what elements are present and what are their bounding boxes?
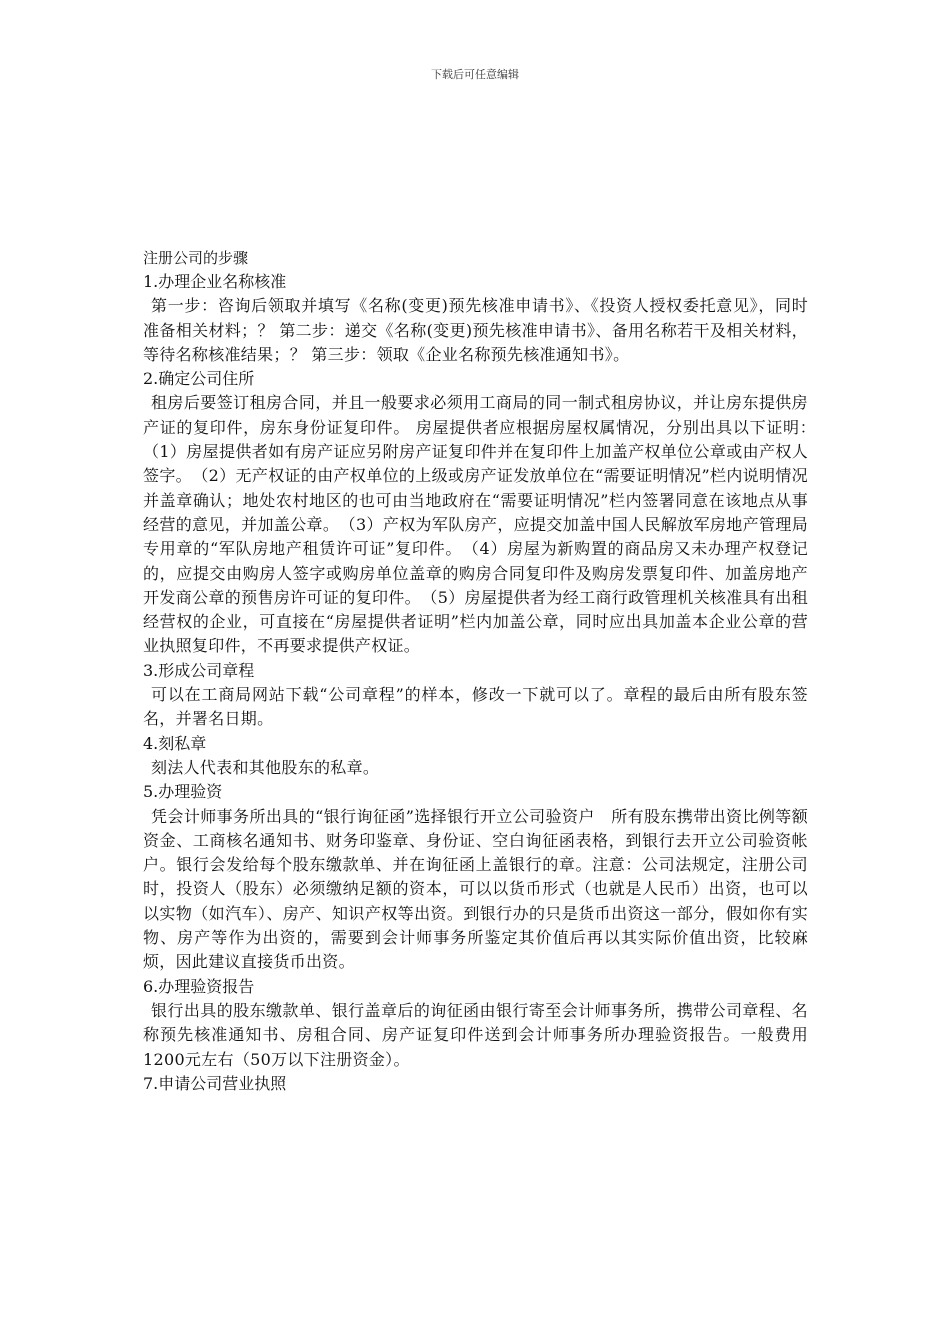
section-paragraph: 凭会计师事务所出具的“银行询征函”选择银行开立公司验资户 所有股东携带出资比例等额资金、工商核名通知书、财务印鉴章、身份证、空白询征函表格，到银行去开立公司验资帐户。银行会发给每个股东缴款单、并在询征函上盖银行的章。注意：公司法规定，注册公司时，投资人（股东）必须缴纳足额的资本，可以以货币形式（也就是人民币）出资，也可以以实物（如汽车）、房产、知识产权等出资。到银行办的只是货币出资这一部分，假如你有实物、房产等作为出资的，需要到会计师事务所鉴定其价值后再以其实际价值出资，比较麻烦，因此建议直接货币出资。 [143, 806, 808, 972]
section-heading: 5.办理验资 [143, 782, 223, 802]
section-heading: 3.形成公司章程 [143, 660, 255, 680]
document-title: 注册公司的步骤 [143, 249, 249, 267]
section-paragraph: 租房后要签订租房合同，并且一般要求必须用工商局的同一制式租房协议，并让房东提供房产证的复印件，房东身份证复印件。 房屋提供者应根据房屋权属情况，分别出具以下证明： （1）房屋提供者如有房产证应另附房产证复印件并在复印件上加盖产权单位公章或由产权人签字。 （2）无产权证的由产权单位的上级或房产证发放单位在“需要证明情况”栏内说明情况并盖章确认；地处农村地区的也可由当地政府在“需要证明情况”栏内签署同意在该地点从事经营的意见，并加盖公章。 （3）产权为军队房产，应提交加盖中国人民解放军房地产管理局专用章的“军队房地产租赁许可证”复印件。 （4）房屋为新购置的商品房又未办理产权登记的，应提交由购房人签字或购房单位盖章的购房合同复印件及购房发票复印件、加盖房地产开发商公章的预售房许可证的复印件。 （5）房屋提供者为经工商行政管理机关核准具有出租经营权的企业，可直接在“房屋提供者证明”栏内加盖公章，同时应出具加盖本企业公章的营业执照复印件，不再要求提供产权证。 [143, 393, 825, 656]
section-paragraph: 第一步：咨询后领取并填写《名称(变更)预先核准申请书》、《投资人授权委托意见》，同时准备相关材料；？ 第二步：递交《名称(变更)预先核准申请书》、备用名称若干及相关材料，等待名称核准结果；？ 第三步：领取《企业名称预先核准通知书》。 [143, 296, 808, 364]
section-paragraph: 可以在工商局网站下载“公司章程”的样本，修改一下就可以了。章程的最后由所有股东签名，并署名日期。 [143, 685, 808, 729]
section-paragraph: 刻法人代表和其他股东的私章。 [151, 757, 380, 777]
document-body [143, 246, 825, 1096]
section-heading: 6.办理验资报告 [143, 976, 255, 996]
section-heading: 2.确定公司住所 [143, 369, 255, 389]
section-heading: 1.办理企业名称核准 [143, 272, 287, 291]
section-heading: 7.申请公司营业执照 [143, 1073, 287, 1093]
section-heading: 4.刻私章 [143, 733, 207, 753]
page-header-note: 下载后可任意编辑 [431, 68, 519, 81]
section-paragraph: 银行出具的股东缴款单、银行盖章后的询征函由银行寄至会计师事务所，携带公司章程、名称预先核准通知书、房租合同、房产证复印件送到会计师事务所办理验资报告。一般费用1200元左右（50万以下注册资金）。 [143, 1000, 808, 1069]
